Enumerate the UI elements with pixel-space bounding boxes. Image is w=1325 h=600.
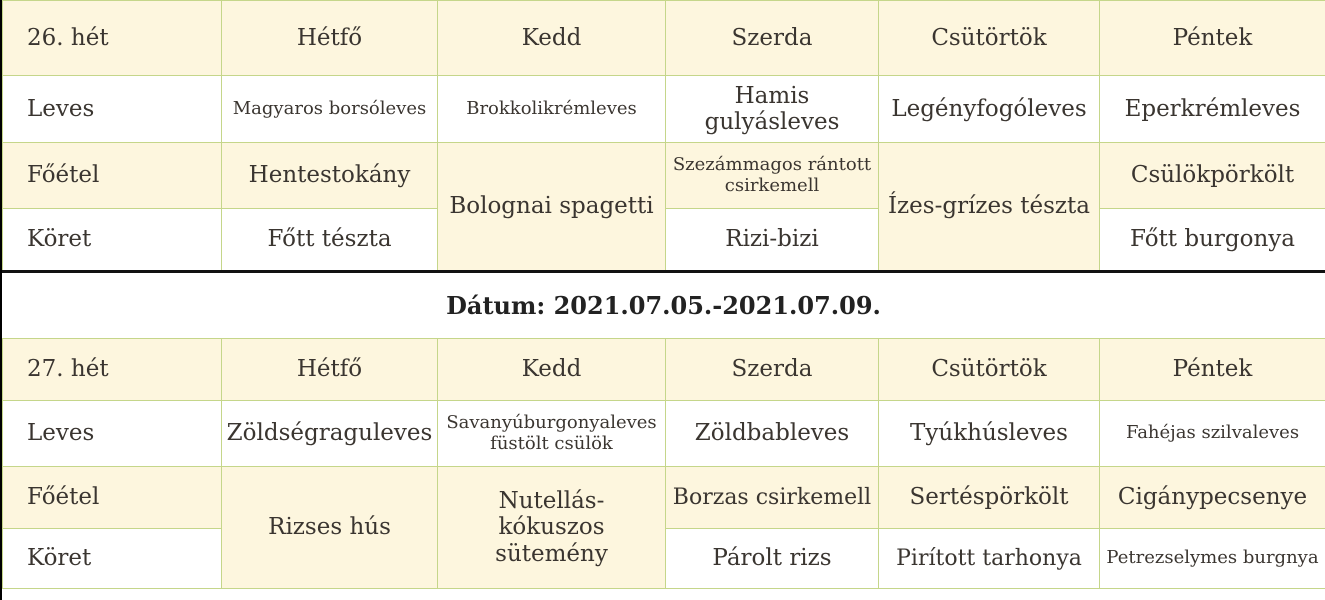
week27-menu-table: [2, 338, 1325, 589]
cell-foetel-szerda: Borzas csirkemell: [666, 467, 879, 529]
day-header-szerda: Szerda: [666, 339, 879, 401]
cell-koret-hetfo: Főtt tészta: [222, 209, 438, 271]
row-label-foetel: Főétel: [3, 467, 222, 529]
row-label-koret: Köret: [3, 529, 222, 589]
cell-foetel-hetfo: Hentestokány: [222, 143, 438, 209]
week26-soup-row: [3, 76, 1325, 143]
cell-foetel-kedd: Bolognai spagetti: [438, 143, 666, 271]
cell-leves-csutortok: Legényfogóleves: [879, 76, 1100, 143]
cell-foetel-szerda: Szezámmagos rántott csirkemell: [666, 143, 879, 209]
row-label-leves: Leves: [3, 401, 222, 467]
date-range-heading: Dátum: 2021.07.05.-2021.07.09.: [2, 270, 1325, 338]
day-header-csutortok: Csütörtök: [879, 1, 1100, 76]
cell-foetel-csutortok: Sertéspörkölt: [879, 467, 1100, 529]
cell-leves-kedd: Brokkolikrémleves: [438, 76, 666, 143]
cell-leves-hetfo: Magyaros borsóleves: [222, 76, 438, 143]
cell-koret-pentek: Petrezselymes burgnya: [1100, 529, 1325, 589]
week-label: 27. hét: [3, 339, 222, 401]
cell-leves-kedd: Savanyúburgonyaleves füstölt csülök: [438, 401, 666, 467]
cell-koret-csutortok: Pirított tarhonya: [879, 529, 1100, 589]
day-header-kedd: Kedd: [438, 339, 666, 401]
cell-koret-szerda: Rizi-bizi: [666, 209, 879, 271]
cell-leves-pentek: Eperkrémleves: [1100, 76, 1325, 143]
cell-leves-szerda: Zöldbableves: [666, 401, 879, 467]
cell-leves-hetfo: Zöldségraguleves: [222, 401, 438, 467]
cell-foetel-kedd: Nutellás-kókuszos sütemény: [438, 467, 666, 589]
day-header-hetfo: Hétfő: [222, 339, 438, 401]
day-header-hetfo: Hétfő: [222, 1, 438, 76]
cell-leves-szerda: Hamis gulyásleves: [666, 76, 879, 143]
cell-foetel-hetfo: Rizses hús: [222, 467, 438, 589]
row-label-koret: Köret: [3, 209, 222, 271]
day-header-csutortok: Csütörtök: [879, 339, 1100, 401]
cell-leves-csutortok: Tyúkhúsleves: [879, 401, 1100, 467]
week26-header-row: [3, 1, 1325, 76]
cell-foetel-csutortok: Ízes-grízes tészta: [879, 143, 1100, 271]
day-header-pentek: Péntek: [1100, 1, 1325, 76]
week-label: 26. hét: [3, 1, 222, 76]
week27-soup-row: [3, 401, 1325, 467]
week26-main-row: [3, 143, 1325, 209]
cell-foetel-pentek: Cigánypecsenye: [1100, 467, 1325, 529]
week27-main-row: [3, 467, 1325, 529]
cell-foetel-pentek: Csülökpörkölt: [1100, 143, 1325, 209]
day-header-kedd: Kedd: [438, 1, 666, 76]
week26-menu-table: [2, 0, 1325, 271]
cell-koret-pentek: Főtt burgonya: [1100, 209, 1325, 271]
day-header-szerda: Szerda: [666, 1, 879, 76]
day-header-pentek: Péntek: [1100, 339, 1325, 401]
row-label-foetel: Főétel: [3, 143, 222, 209]
cell-koret-szerda: Párolt rizs: [666, 529, 879, 589]
cell-leves-pentek: Fahéjas szilvaleves: [1100, 401, 1325, 467]
week27-header-row: [3, 339, 1325, 401]
row-label-leves: Leves: [3, 76, 222, 143]
